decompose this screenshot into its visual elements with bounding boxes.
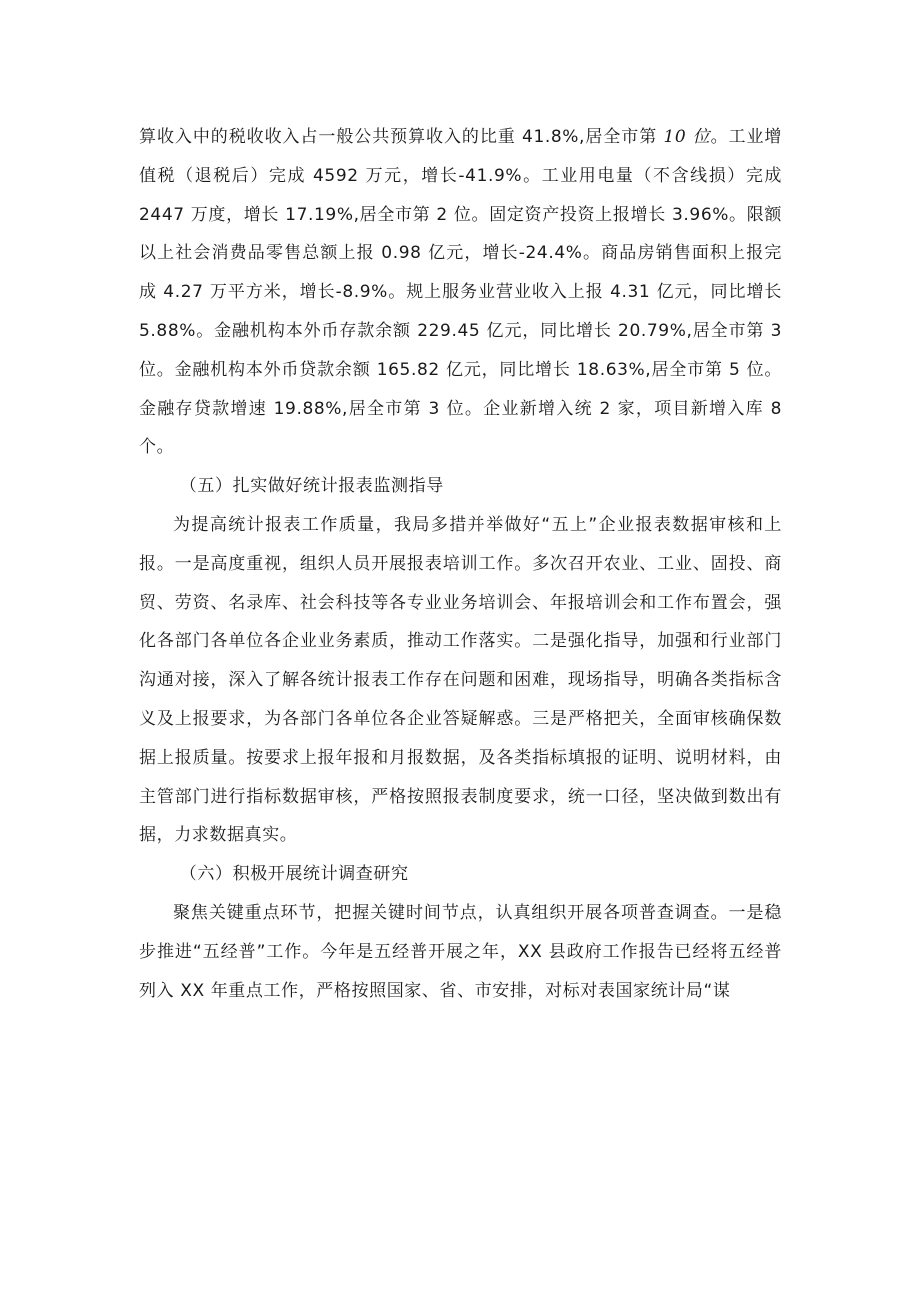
paragraph-survey-research: 聚焦关键重点环节，把握关键时间节点，认真组织开展各项普查调查。一是稳步推进“五经普”工作。今年是五经普开展之年，XX 县政府工作报告已经将五经普列入 XX 年重点工作，严格按照国家、省、市安排，对标对表国家统计局“谋: [139, 902, 782, 1001]
paragraph-text-part-b: 。工业增值税（退税后）完成 4592 万元，增长-41.9%。工业用电量（不含线损）完成 2447 万度，增长 17.19%,居全市第 2 位。固定资产投资上报增长 3.96%。限额以上社会消费品零售总额上报 0.98 亿元，增长-24.4%。商品房销售面积上报完成 4.27 万平方米，增长-8.9%。规上服务业营业收入上报 4.31 亿元，同比增长 5.88%。金融机构本外币存款余额 229.45 亿元，同比增长 20.79%,居全市第 3 位。金融机构本外币贷款余额 165.82 亿元，同比增长 18.63%,居全市第 5 位。金融存贷款增速 19.88%,居全市第 3 位。企业新增入统 2 家，项目新增入库 8 个。: [139, 127, 783, 458]
paragraph-report-guidance: 为提高统计报表工作质量，我局多措并举做好“五上”企业报表数据审核和上报。一是高度重视，组织人员开展报表培训工作。多次召开农业、工业、固投、商贸、劳资、名录库、社会科技等各专业业务培训会、年报培训会和工作布置会，强化各部门各单位各企业业务素质，推动工作落实。二是强化指导，加强和行业部门沟通对接，深入了解各统计报表工作存在问题和困难，现场指导，明确各类指标含义及上报要求，为各部门各单位各企业答疑解惑。三是严格把关，全面审核确保数据上报质量。按要求上报年报和月报数据，及各类指标填报的证明、说明材料，由主管部门进行指标数据审核，严格按照报表制度要求，统一口径，坚决做到数出有据，力求数据真实。: [139, 514, 782, 846]
section-heading-6: （六）积极开展统计调查研究: [179, 864, 409, 885]
paragraph-economic-indicators: [139, 118, 782, 467]
paragraph-text-part-a: 算收入中的税收收入占一般公共预算收入的比重 41.8%,居全市第: [139, 127, 664, 147]
document-body: [139, 118, 782, 1010]
section-heading-5: （五）扎实做好统计报表监测指导: [179, 476, 444, 497]
rank-italic-text: 10 位: [663, 127, 711, 147]
